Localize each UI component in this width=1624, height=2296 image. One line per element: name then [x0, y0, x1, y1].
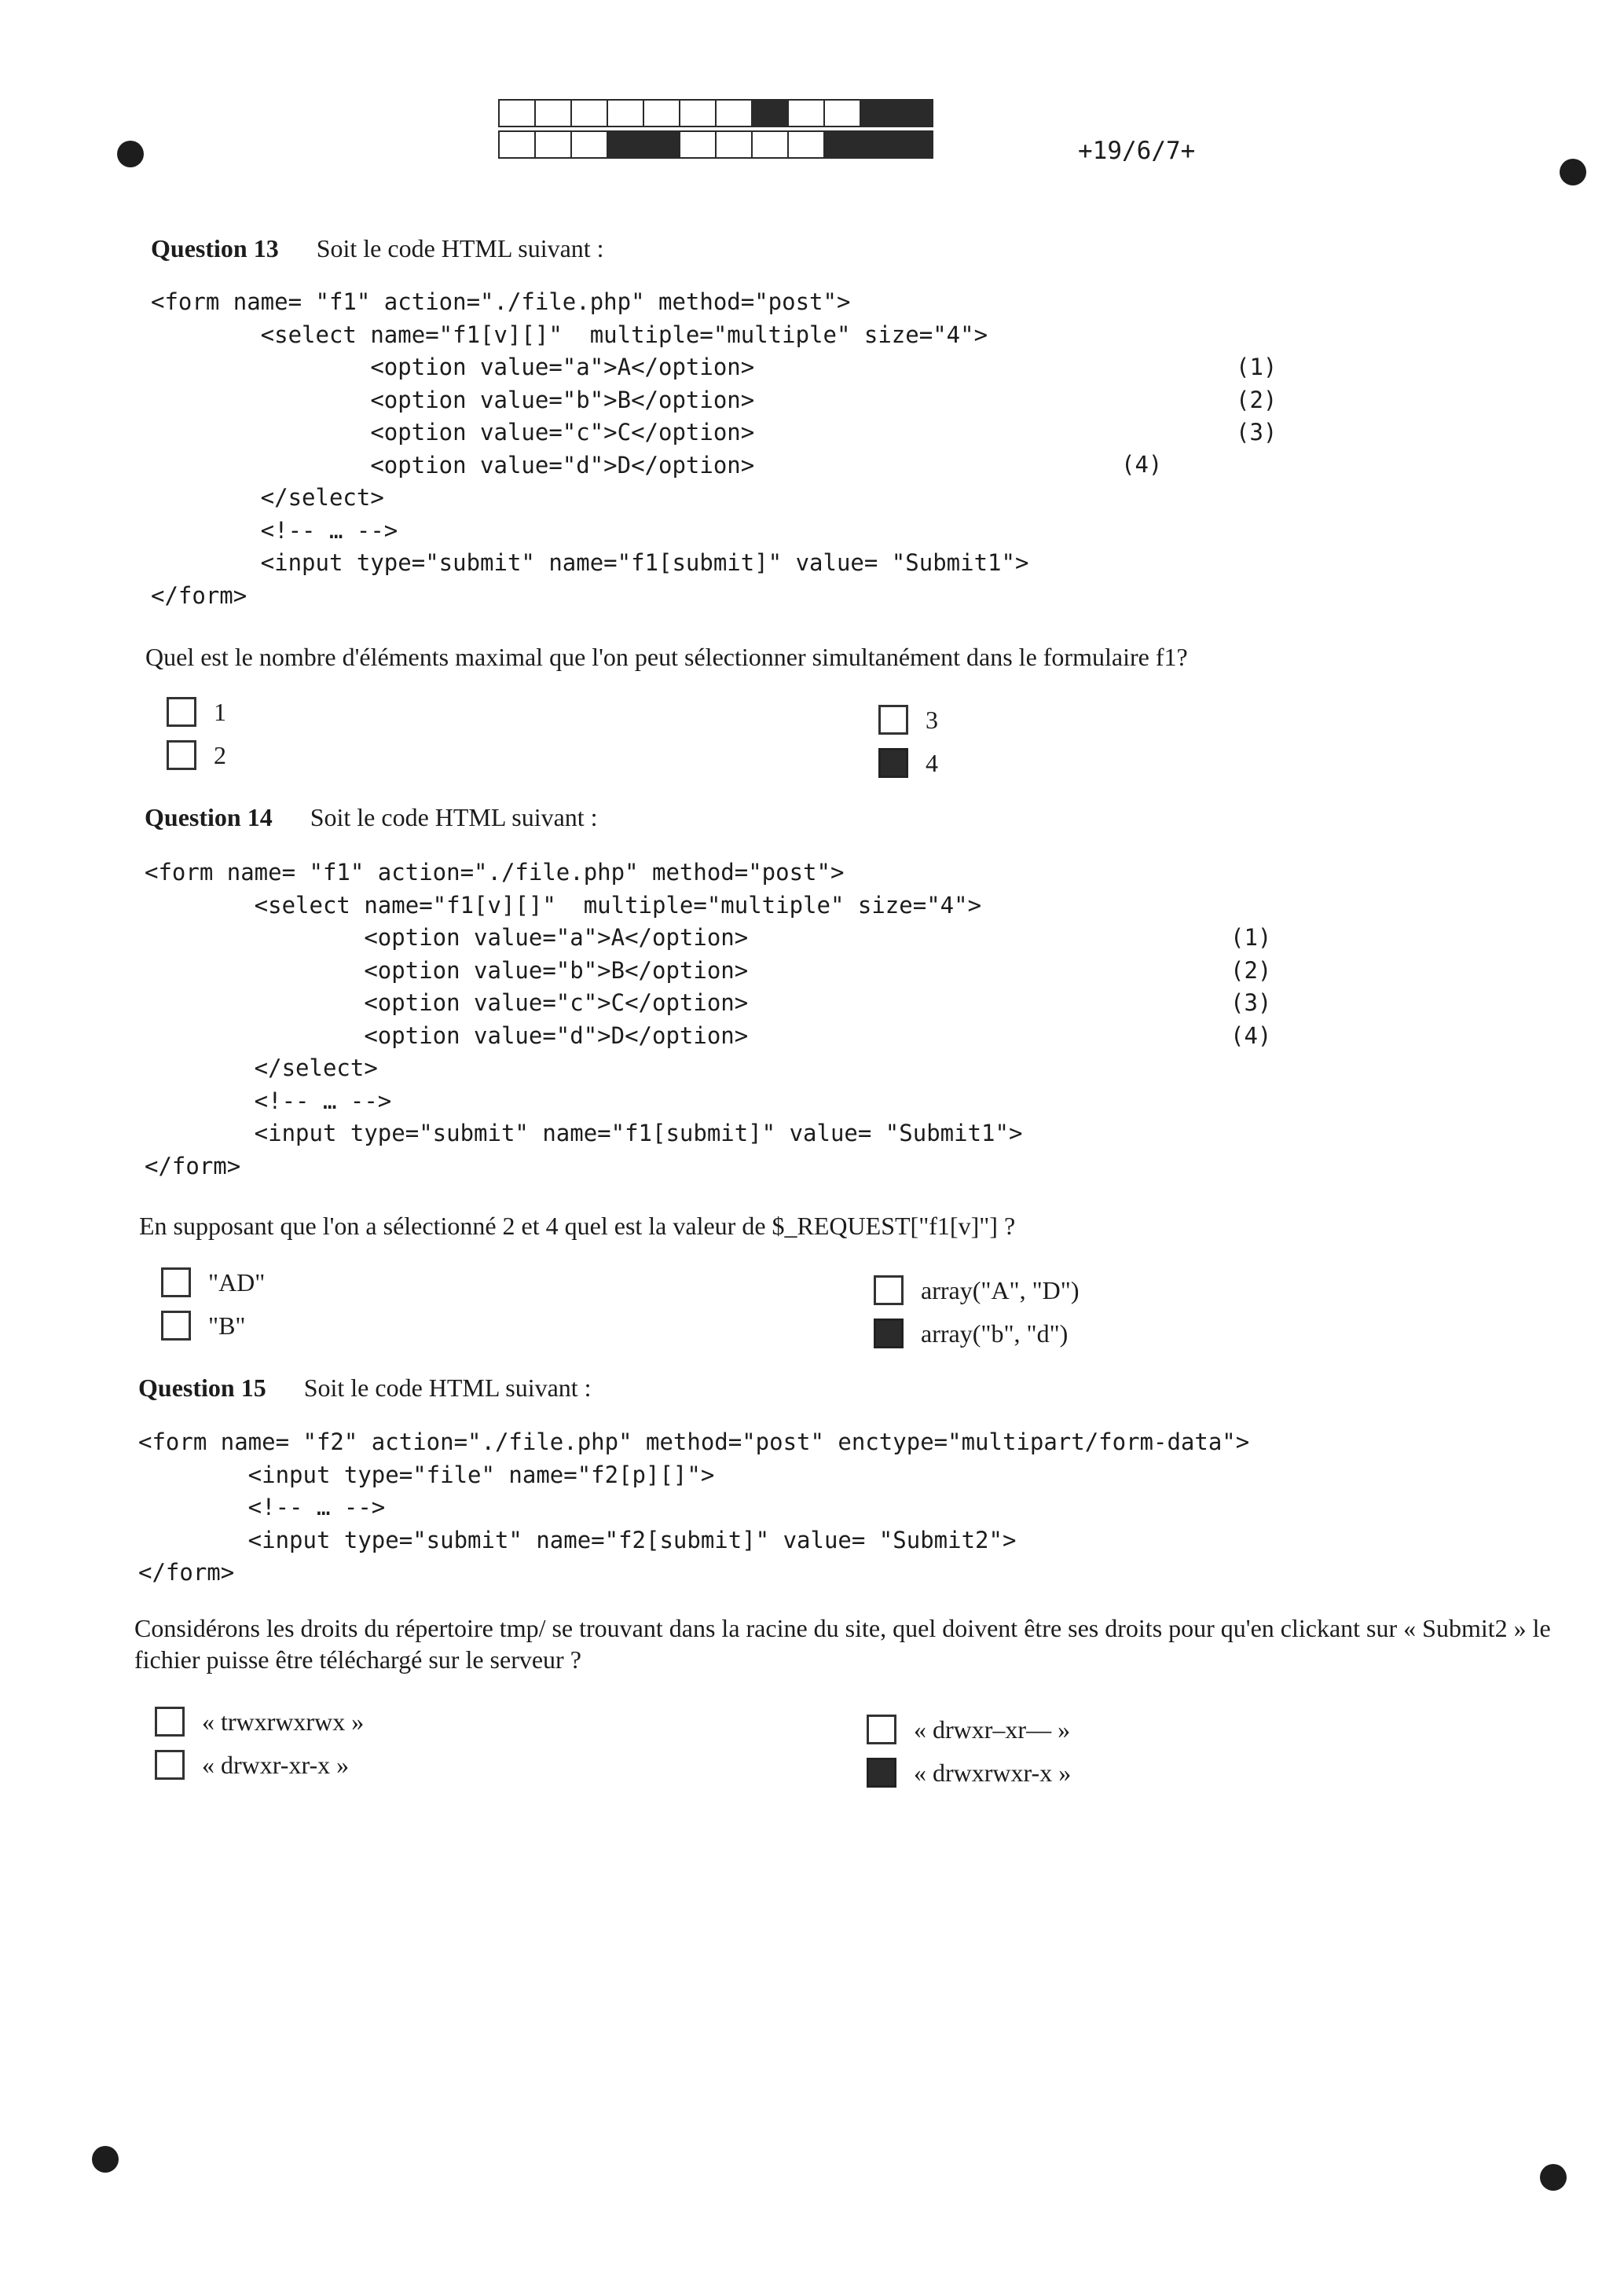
line-mark: (3) — [1236, 419, 1278, 446]
answer-checkbox[interactable] — [167, 697, 196, 727]
barcode-cell — [787, 99, 825, 127]
line-mark: (2) — [1236, 386, 1278, 413]
answer-label: « drwxrwxr-x » — [914, 1758, 1072, 1787]
answer-checkbox[interactable] — [167, 740, 196, 770]
question-label: Question 13 — [151, 234, 279, 262]
question-15-code — [138, 1426, 1249, 1590]
question-label: Question 15 — [138, 1374, 266, 1402]
answer-checkbox[interactable] — [867, 1715, 896, 1744]
answer-option[interactable] — [867, 1715, 1070, 1744]
question-intro: Soit le code HTML suivant : — [316, 234, 604, 262]
code-line: </select> — [151, 484, 384, 511]
code-line: <option value="b">B</option> — [145, 956, 749, 984]
code-line: <!-- … --> — [151, 516, 398, 544]
code-line: <form name= "f2" action="./file.php" method="post" enctype="multipart/form-data"> — [138, 1429, 1250, 1455]
code-line: <option value="c">C</option> — [151, 419, 755, 446]
code-line: </form> — [138, 1559, 235, 1586]
registration-dot-bottom-left — [92, 2146, 119, 2173]
barcode-cell — [570, 99, 608, 127]
barcode-cell — [498, 130, 536, 159]
answer-checkbox[interactable] — [867, 1758, 896, 1788]
barcode-cell — [498, 99, 536, 127]
code-line: <input type="submit" name="f2[submit]" value= "Submit2"> — [138, 1526, 1017, 1553]
answer-option[interactable] — [167, 740, 226, 770]
question-14-code — [145, 856, 1022, 1183]
code-line: <form name= "f1" action="./file.php" method="post"> — [145, 859, 845, 886]
registration-dot-bottom-right — [1540, 2164, 1567, 2191]
code-line: <option value="a">A</option> — [145, 924, 749, 951]
answer-checkbox[interactable] — [161, 1267, 191, 1297]
answer-label: "AD" — [208, 1267, 266, 1297]
barcode-cell — [715, 99, 753, 127]
code-line: <option value="d">D</option> — [145, 1021, 749, 1049]
answer-label: « drwxr–xr–– » — [914, 1715, 1071, 1744]
answer-option[interactable] — [878, 748, 938, 778]
barcode-cell — [643, 130, 680, 159]
answer-label: 3 — [926, 705, 938, 734]
answer-option[interactable] — [161, 1267, 265, 1297]
barcode-cell — [823, 99, 861, 127]
code-line: <select name="f1[v][]" multiple="multiple" size="4"> — [151, 321, 988, 348]
question-15-heading — [138, 1374, 592, 1403]
line-mark: (1) — [1230, 924, 1272, 951]
barcode-cell — [607, 130, 644, 159]
code-line: <input type="submit" name="f1[submit]" value= "Submit1"> — [151, 549, 1029, 576]
code-line: <form name= "f1" action="./file.php" method="post"> — [151, 288, 851, 315]
question-intro: Soit le code HTML suivant : — [310, 803, 598, 831]
code-line: <select name="f1[v][]" multiple="multiple" size="4"> — [145, 891, 982, 919]
code-line: <!-- … --> — [145, 1087, 392, 1114]
page-id: +19/6/7+ — [1078, 137, 1196, 165]
answer-checkbox[interactable] — [874, 1275, 904, 1305]
barcode-cell — [643, 99, 680, 127]
barcode-cell — [751, 130, 789, 159]
barcode-cell — [823, 130, 861, 159]
answer-option[interactable] — [874, 1275, 1080, 1305]
code-line: <input type="file" name="f2[p][]"> — [138, 1461, 715, 1488]
answer-checkbox[interactable] — [161, 1311, 191, 1341]
answer-option[interactable] — [155, 1707, 364, 1737]
answer-option[interactable] — [155, 1750, 349, 1780]
answer-label: 1 — [214, 697, 226, 726]
code-line: </select> — [145, 1054, 378, 1081]
answer-label: « drwxr-xr-x » — [202, 1750, 350, 1779]
answer-option[interactable] — [161, 1311, 245, 1341]
code-line: <option value="a">A</option> — [151, 354, 755, 380]
barcode-cell — [607, 99, 644, 127]
answer-option[interactable] — [878, 705, 938, 735]
answer-option[interactable] — [167, 697, 226, 727]
barcode-cell — [679, 99, 717, 127]
answer-option[interactable] — [867, 1758, 1071, 1788]
question-13-line-mark-4: (4) — [1121, 451, 1163, 478]
barcode-cell — [715, 130, 753, 159]
question-14-line-marks — [1230, 922, 1271, 1052]
question-13-line-marks — [1236, 351, 1277, 449]
barcode-cell — [751, 99, 789, 127]
question-14-text: En supposant que l'on a sélectionné 2 et 4 quel est la valeur de $_REQUEST["f1[v]"] ? — [139, 1212, 1016, 1240]
code-line: <option value="c">C</option> — [145, 989, 749, 1016]
registration-dot-top-left — [117, 141, 144, 167]
answer-checkbox[interactable] — [878, 748, 908, 778]
answer-checkbox[interactable] — [878, 705, 908, 735]
question-13-text: Quel est le nombre d'éléments maximal que l'on peut sélectionner simultanément dans le formulaire f1? — [145, 643, 1188, 671]
question-13-code — [151, 286, 1028, 612]
line-mark: (1) — [1236, 354, 1278, 380]
answer-label: 4 — [926, 748, 938, 777]
barcode-cell — [534, 130, 572, 159]
question-intro: Soit le code HTML suivant : — [303, 1374, 592, 1402]
barcode-cell — [860, 99, 897, 127]
answer-label: array("A", "D") — [921, 1275, 1080, 1304]
question-15-text: Considérons les droits du répertoire tmp/ se trouvant dans la racine du site, quel doivent être ses droits pour qu'en clickant sur « Submit2 » le fichier puisse être téléchargé sur le serveur ? — [134, 1614, 1551, 1674]
barcode-cell — [896, 130, 933, 159]
registration-dot-top-right — [1560, 159, 1586, 185]
code-line: </form> — [145, 1152, 241, 1179]
line-mark: (2) — [1230, 956, 1272, 984]
code-line: <option value="b">B</option> — [151, 386, 755, 413]
answer-label: "B" — [208, 1311, 246, 1340]
barcode-cell — [787, 130, 825, 159]
barcode-row-1 — [500, 99, 933, 127]
answer-checkbox[interactable] — [874, 1319, 904, 1348]
barcode-cell — [679, 130, 717, 159]
answer-option[interactable] — [874, 1319, 1068, 1348]
code-line: </form> — [151, 581, 247, 609]
answer-checkbox[interactable] — [155, 1750, 185, 1780]
answer-label: 2 — [214, 740, 226, 769]
answer-label: array("b", "d") — [921, 1319, 1069, 1348]
line-mark: (4) — [1230, 1021, 1272, 1049]
code-line: <input type="submit" name="f1[submit]" value= "Submit1"> — [145, 1120, 1023, 1146]
barcode-cell — [570, 130, 608, 159]
barcode-cell — [896, 99, 933, 127]
question-14-heading — [145, 803, 598, 832]
question-label: Question 14 — [145, 803, 273, 831]
barcode-cell — [534, 99, 572, 127]
question-13-heading — [151, 234, 604, 263]
answer-label: « trwxrwxrwx » — [202, 1707, 365, 1736]
line-mark: (3) — [1230, 989, 1272, 1016]
barcode-cell — [860, 130, 897, 159]
code-line: <!-- … --> — [138, 1494, 386, 1520]
code-line: <option value="d">D</option> — [151, 451, 755, 479]
answer-checkbox[interactable] — [155, 1707, 185, 1737]
barcode-row-2 — [500, 130, 933, 159]
